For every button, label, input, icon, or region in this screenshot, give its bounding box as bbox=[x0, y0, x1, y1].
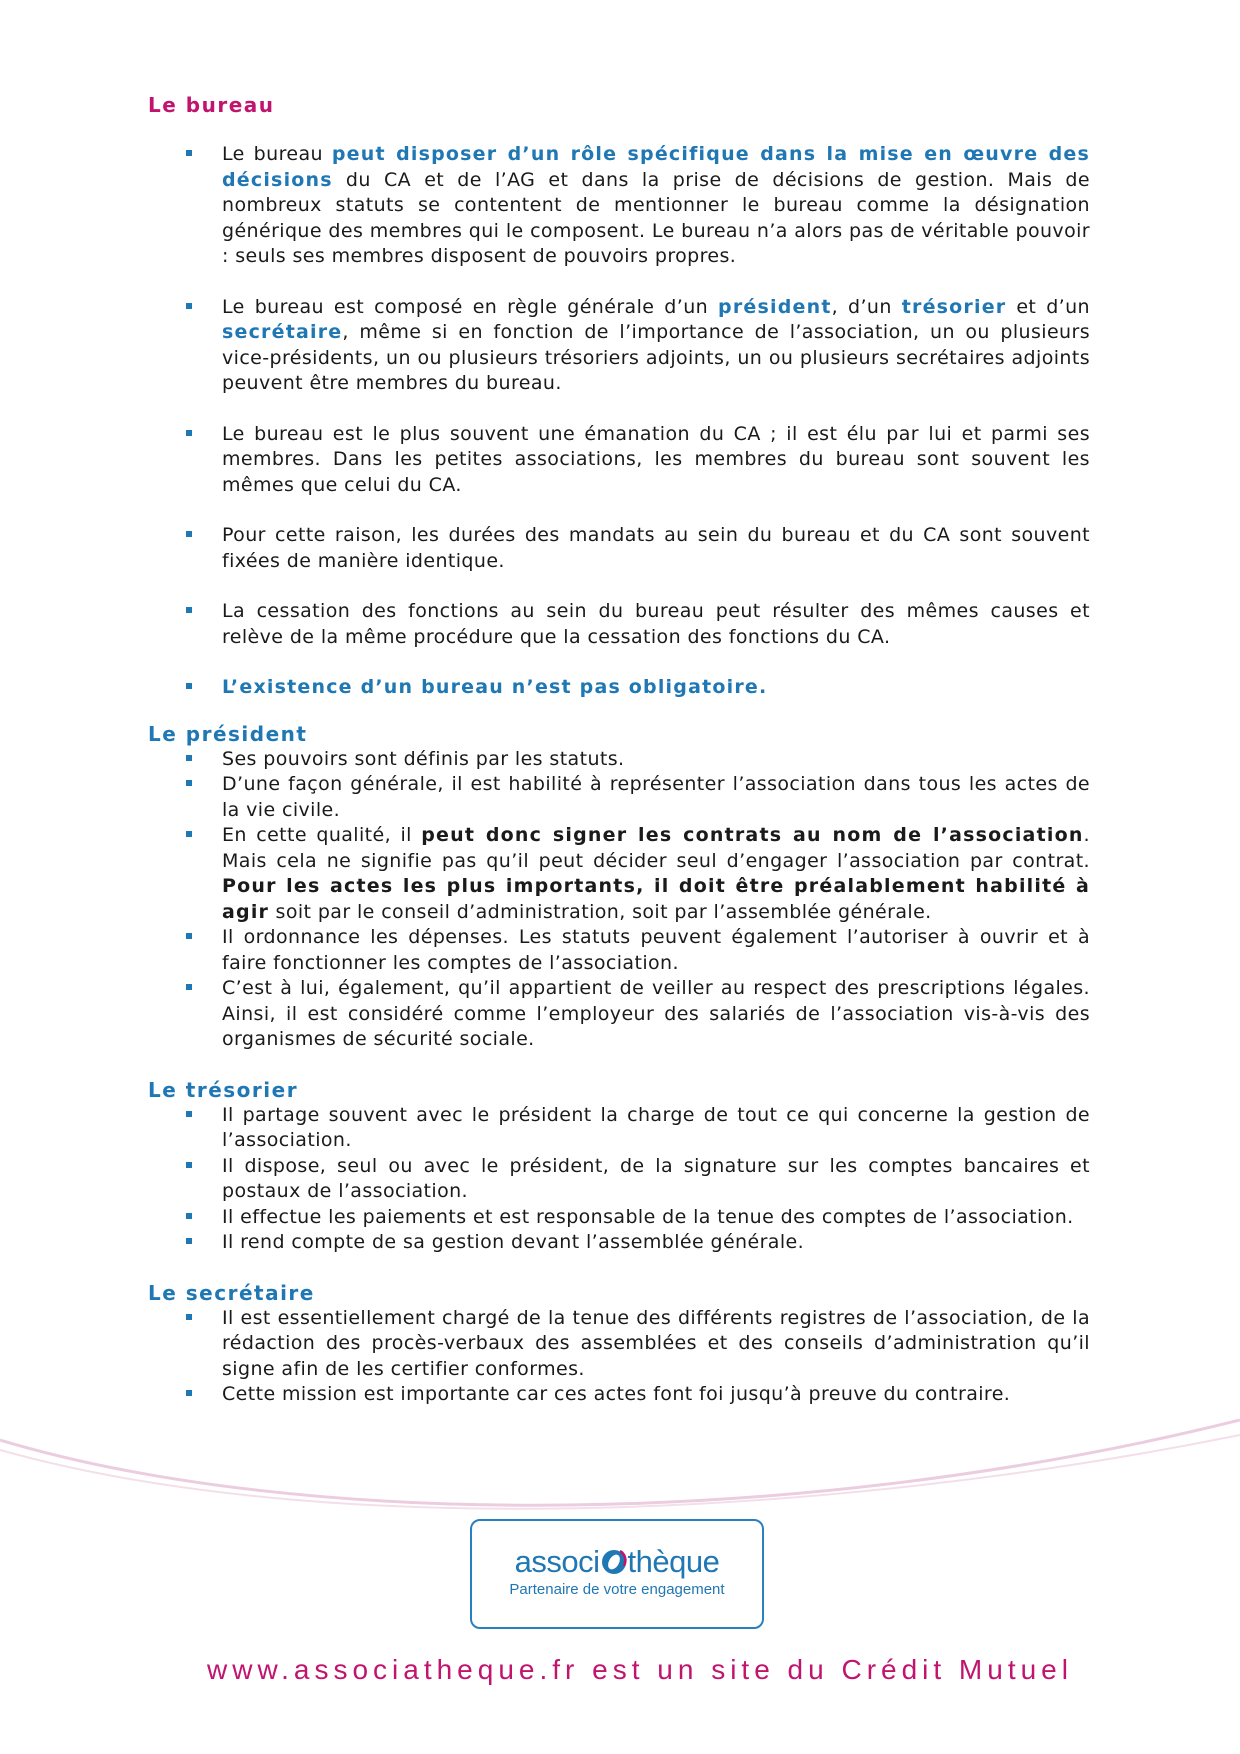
bullet-icon bbox=[186, 933, 192, 939]
bullet-icon bbox=[186, 1238, 192, 1244]
bullet-icon bbox=[186, 780, 192, 786]
president-list bbox=[148, 747, 1090, 1053]
highlight-text: président bbox=[718, 295, 832, 318]
tresorier-list bbox=[148, 1103, 1090, 1256]
bullet-icon bbox=[186, 755, 192, 761]
list-item: Le bureau est composé en règle générale d’un président, d’un trésorier et d’un secrétaire, même si en fonction de l’importance de l’association, un ou plusieurs vice-présidents, un ou plusieurs trésoriers adjoints, un ou plusieurs secrétaires adjoints peuvent être membres du bureau. bbox=[148, 295, 1090, 397]
list-item: Le bureau peut disposer d’un rôle spécifique dans la mise en œuvre des décisions du CA et de l’AG et dans la prise de décisions de gestion. Mais de nombreux statuts se contentent de mentionner le bureau comme la désignation générique des membres qui le composent. Le bureau n’a alors pas de véritable pouvoir : seuls ses membres disposent de pouvoirs propres. bbox=[148, 142, 1090, 270]
highlight-text: peut disposer d’un rôle spécifique dans la mise en œuvre des décisions bbox=[222, 143, 1090, 191]
list-item: Cette mission est importante car ces actes font foi jusqu’à preuve du contraire. bbox=[148, 1382, 1090, 1408]
bullet-icon bbox=[186, 1111, 192, 1117]
bullet-icon bbox=[186, 430, 192, 436]
list-item: Il dispose, seul ou avec le président, de la signature sur les comptes bancaires et postaux de l’association. bbox=[148, 1154, 1090, 1205]
section-title-tresorier: Le trésorier bbox=[148, 1077, 299, 1102]
highlight-text: trésorier bbox=[901, 295, 1007, 318]
list-item: Ses pouvoirs sont définis par les statuts. bbox=[148, 747, 1090, 773]
list-item: En cette qualité, il peut donc signer les contrats au nom de l’association. Mais cela ne signifie pas qu’il peut décider seul d’engager l’association par contrat. Pour les actes les plus importants, il doit être préalablement habilité à agir soit par le conseil d’administration, soit par l’assemblée générale. bbox=[148, 823, 1090, 925]
list-item: Il rend compte de sa gestion devant l’assemblée générale. bbox=[148, 1230, 1090, 1256]
bullet-icon bbox=[186, 303, 192, 309]
bullet-icon bbox=[186, 831, 192, 837]
list-item: D’une façon générale, il est habilité à représenter l’association dans tous les actes de la vie civile. bbox=[148, 772, 1090, 823]
document-body bbox=[148, 92, 1090, 1408]
decorative-swoosh bbox=[0, 1380, 1240, 1510]
list-item: Il partage souvent avec le président la charge de tout ce qui concerne la gestion de l’association. bbox=[148, 1103, 1090, 1154]
footer-link[interactable]: www.associatheque.fr est un site du Crédit Mutuel bbox=[207, 1654, 1073, 1685]
logo-tagline: Partenaire de votre engagement bbox=[509, 1581, 725, 1598]
section-title-president: Le président bbox=[148, 721, 308, 746]
associatheque-logo[interactable] bbox=[470, 1519, 764, 1629]
highlight-text: secrétaire bbox=[222, 321, 343, 343]
list-item: Il ordonnance les dépenses. Les statuts peuvent également l’autoriser à ouvrir et à faire fonctionner les comptes de l’association. bbox=[148, 925, 1090, 976]
section-title-secretaire: Le secrétaire bbox=[148, 1280, 315, 1305]
logo-name: associ thèque bbox=[514, 1544, 720, 1579]
list-item: Il est essentiellement chargé de la tenue des différents registres de l’association, de la rédaction des procès-verbaux des assemblées et des conseils d’administration qu’il signe afin de les certifier conformes. bbox=[148, 1306, 1090, 1383]
list-item: Le bureau est le plus souvent une émanation du CA ; il est élu par lui et parmi ses membres. Dans les petites associations, les membres du bureau sont souvent les mêmes que celui du CA. bbox=[148, 422, 1090, 499]
list-item bbox=[148, 675, 1090, 701]
list-item: Il effectue les paiements et est responsable de la tenue des comptes de l’association. bbox=[148, 1205, 1090, 1231]
bullet-icon bbox=[186, 607, 192, 613]
list-item: Pour cette raison, les durées des mandats au sein du bureau et du CA sont souvent fixées de manière identique. bbox=[148, 523, 1090, 574]
bullet-icon bbox=[186, 984, 192, 990]
bullet-icon bbox=[186, 1213, 192, 1219]
bullet-icon bbox=[186, 531, 192, 537]
highlight-text: L’existence d’un bureau n’est pas obligatoire. bbox=[222, 676, 768, 698]
bullet-icon bbox=[186, 1162, 192, 1168]
bold-text: peut donc signer les contrats au nom de l’association bbox=[421, 824, 1084, 846]
section-title-bureau: Le bureau bbox=[148, 93, 275, 117]
bold-text: Pour les actes les plus importants, il doit être préalablement habilité à agir bbox=[222, 875, 1090, 923]
logo-ring-icon bbox=[600, 1548, 628, 1576]
list-item: C’est à lui, également, qu’il appartient de veiller au respect des prescriptions légales. Ainsi, il est considéré comme l’employeur des salariés de l’association vis-à-vis des organismes de sécurité sociale. bbox=[148, 976, 1090, 1053]
list-item: La cessation des fonctions au sein du bureau peut résulter des mêmes causes et relève de la même procédure que la cessation des fonctions du CA. bbox=[148, 599, 1090, 650]
bureau-list bbox=[148, 142, 1090, 701]
bullet-icon bbox=[186, 150, 192, 156]
bullet-icon bbox=[186, 683, 192, 689]
bullet-icon bbox=[186, 1314, 192, 1320]
